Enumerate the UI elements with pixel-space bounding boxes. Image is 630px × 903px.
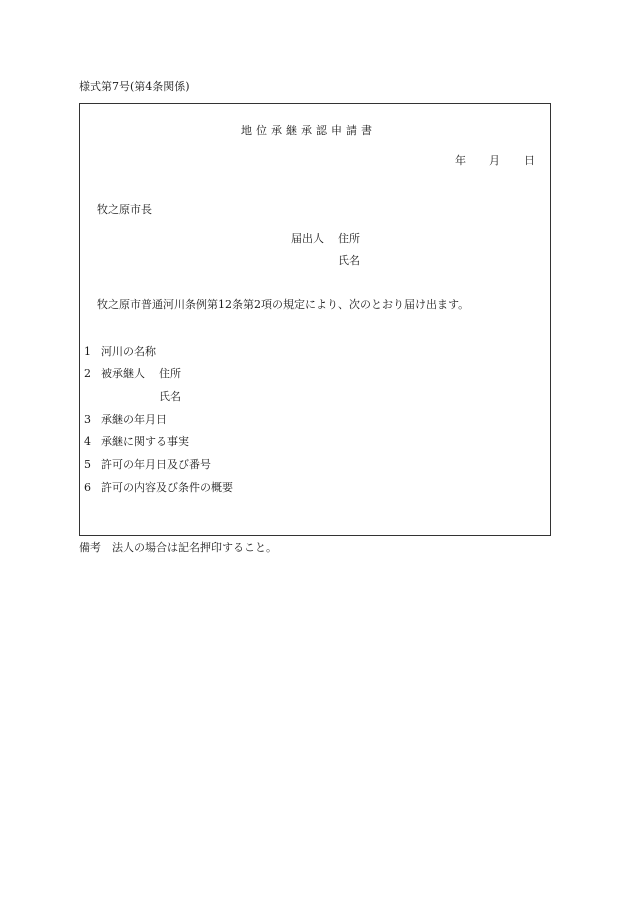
applicant-name-label: 氏名 [338, 254, 360, 267]
applicant-label: 届出人 [291, 232, 324, 245]
item-number: 5 [84, 458, 91, 471]
item-number: 2 [84, 367, 91, 380]
document-title: 地位承継承認申請書 [241, 124, 376, 137]
item-sub-name: 氏名 [159, 390, 181, 403]
addressee: 牧之原市長 [97, 203, 152, 216]
item-label: 承継に関する事実 [101, 435, 189, 448]
item-number: 4 [84, 435, 91, 448]
item-label: 承継の年月日 [101, 413, 167, 426]
date-day: 日 [524, 154, 535, 167]
item-sub-address: 住所 [159, 367, 181, 380]
statement: 牧之原市普通河川条例第12条第2項の規定により、次のとおり届け出ます。 [97, 298, 470, 311]
remarks: 備考 法人の場合は記名押印すること。 [79, 541, 277, 554]
item-number: 1 [84, 345, 91, 358]
item-label: 許可の年月日及び番号 [101, 458, 211, 471]
applicant-address-label: 住所 [338, 232, 360, 245]
item-number: 3 [84, 413, 91, 426]
item-number: 6 [84, 481, 91, 494]
item-label: 河川の名称 [101, 345, 156, 358]
item-label: 許可の内容及び条件の概要 [101, 481, 233, 494]
item-label: 被承継人 [101, 367, 145, 380]
form-number: 様式第7号(第4条関係) [79, 80, 190, 93]
date-year: 年 [455, 154, 466, 167]
date-month: 月 [489, 154, 500, 167]
